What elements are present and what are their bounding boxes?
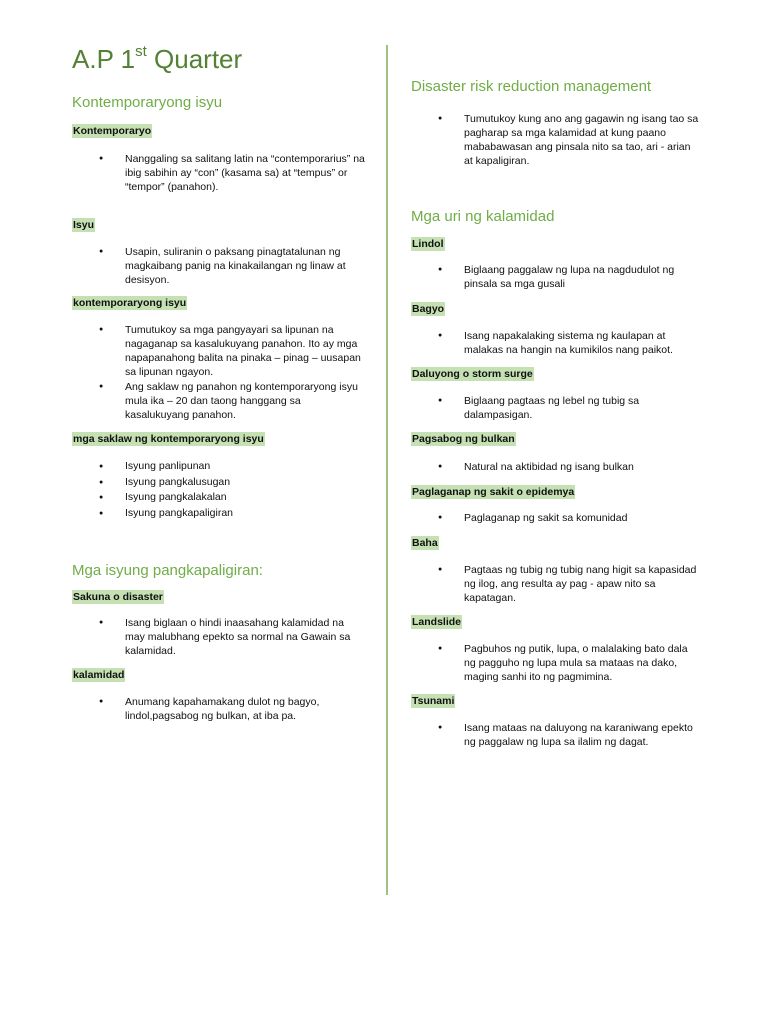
bullet-kontemporaryo: ● Nanggaling sa salitang latin na “contemporarius” na ibig sabihin ay “con” (kasama sa) at “tempus” or “tempor” (panahon). (125, 152, 365, 194)
bullet-kontemporaryong-isyu-2: ● Ang saklaw ng panahon ng kontemporaryong isyu mula ika – 20 dan taong hanggang sa kasalukuyang panahon. (125, 380, 365, 422)
list-item: ● Isyung pangkalusugan (125, 475, 365, 491)
term-saklaw: mga saklaw ng kontemporaryong isyu (73, 433, 264, 445)
page-title: A.P 1st Quarter (72, 43, 243, 74)
term-epidemya: Paglaganap ng sakit o epidemya (412, 486, 575, 498)
term-sakuna: Sakuna o disaster (73, 591, 163, 603)
heading-isyung-pangkapaligiran: Mga isyung pangkapaligiran: (72, 562, 263, 579)
term-tsunami: Tsunami (412, 695, 455, 707)
term-kalamidad: kalamidad (73, 669, 125, 681)
list-item: ● Isyung pangkapaligiran (125, 506, 365, 522)
term-bagyo: Bagyo (412, 303, 445, 315)
list-item: ● Isyung pangkalakalan (125, 490, 365, 506)
bullet-daluyong: ● Biglaang pagtaas ng lebel ng tubig sa dalampasigan. (464, 394, 700, 422)
term-kontemporaryo: Kontemporaryo (73, 125, 152, 137)
heading-mga-uri-ng-kalamidad: Mga uri ng kalamidad (411, 208, 555, 225)
saklaw-list (125, 459, 365, 521)
term-kontemporaryong-isyu: kontemporaryong isyu (73, 297, 187, 309)
bullet-pagsabog-ng-bulkan: ● Natural na aktibidad ng isang bulkan (464, 460, 700, 474)
heading-drrm: Disaster risk reduction management (411, 78, 652, 95)
term-isyu: Isyu (73, 219, 95, 231)
bullet-kontemporaryong-isyu-1: ● Tumutukoy sa mga pangyayari sa lipunan na nagaganap sa kasalukuyang panahon. Ito ay mga napapanahong balita na pinaka – pinag – uusapan sa lipunan ngayon. (125, 323, 365, 379)
bullet-landslide: ● Pagbuhos ng putik, lupa, o malalaking bato dala ng pagguho ng lupa mula sa mataas na dako, maging sanhi ito ng pagmimina. (464, 642, 700, 684)
bullet-bagyo: ● Isang napakalaking sistema ng kaulapan at malakas na hangin na kumikilos nang paikot. (464, 329, 700, 357)
heading-kontemporaryong-isyu: Kontemporaryong isyu (72, 94, 223, 111)
term-baha: Baha (412, 537, 438, 549)
bullet-kalamidad: ● Anumang kapahamakang dulot ng bagyo, lindol,pagsabog ng bulkan, at iba pa. (125, 695, 365, 723)
bullet-isyu: ● Usapin, suliranin o paksang pinagtatalunan ng magkaibang panig na kinakailangan ng linaw at desisyon. (125, 245, 365, 287)
term-landslide: Landslide (412, 616, 462, 628)
term-pagsabog-ng-bulkan: Pagsabog ng bulkan (412, 433, 515, 445)
bullet-lindol: ● Biglaang paggalaw ng lupa na nagdudulot ng pinsala sa mga gusali (464, 263, 700, 291)
bullet-epidemya: ● Paglaganap ng sakit sa komunidad (464, 511, 700, 525)
term-lindol: Lindol (412, 238, 444, 250)
bullet-baha: ● Pagtaas ng tubig ng tubig nang higit sa kapasidad ng ilog, ang resulta ay pag - apaw nito sa kapatagan. (464, 563, 700, 605)
bullet-drrm: ● Tumutukoy kung ano ang gagawin ng isang tao sa pagharap sa mga kalamidad at kung paano mababawasan ang pinsala nito sa tao, ari - arian at kapaligiran. (464, 112, 700, 168)
bullet-tsunami: ● Isang mataas na daluyong na karaniwang epekto ng paggalaw ng lupa sa ilalim ng dagat. (464, 721, 700, 749)
column-divider (386, 45, 388, 895)
bullet-sakuna: ● Isang biglaan o hindi inaasahang kalamidad na may malubhang epekto sa normal na Gawain sa kalamidad. (125, 616, 365, 658)
list-item: ● Isyung panlipunan (125, 459, 365, 475)
term-daluyong: Daluyong o storm surge (412, 368, 533, 380)
